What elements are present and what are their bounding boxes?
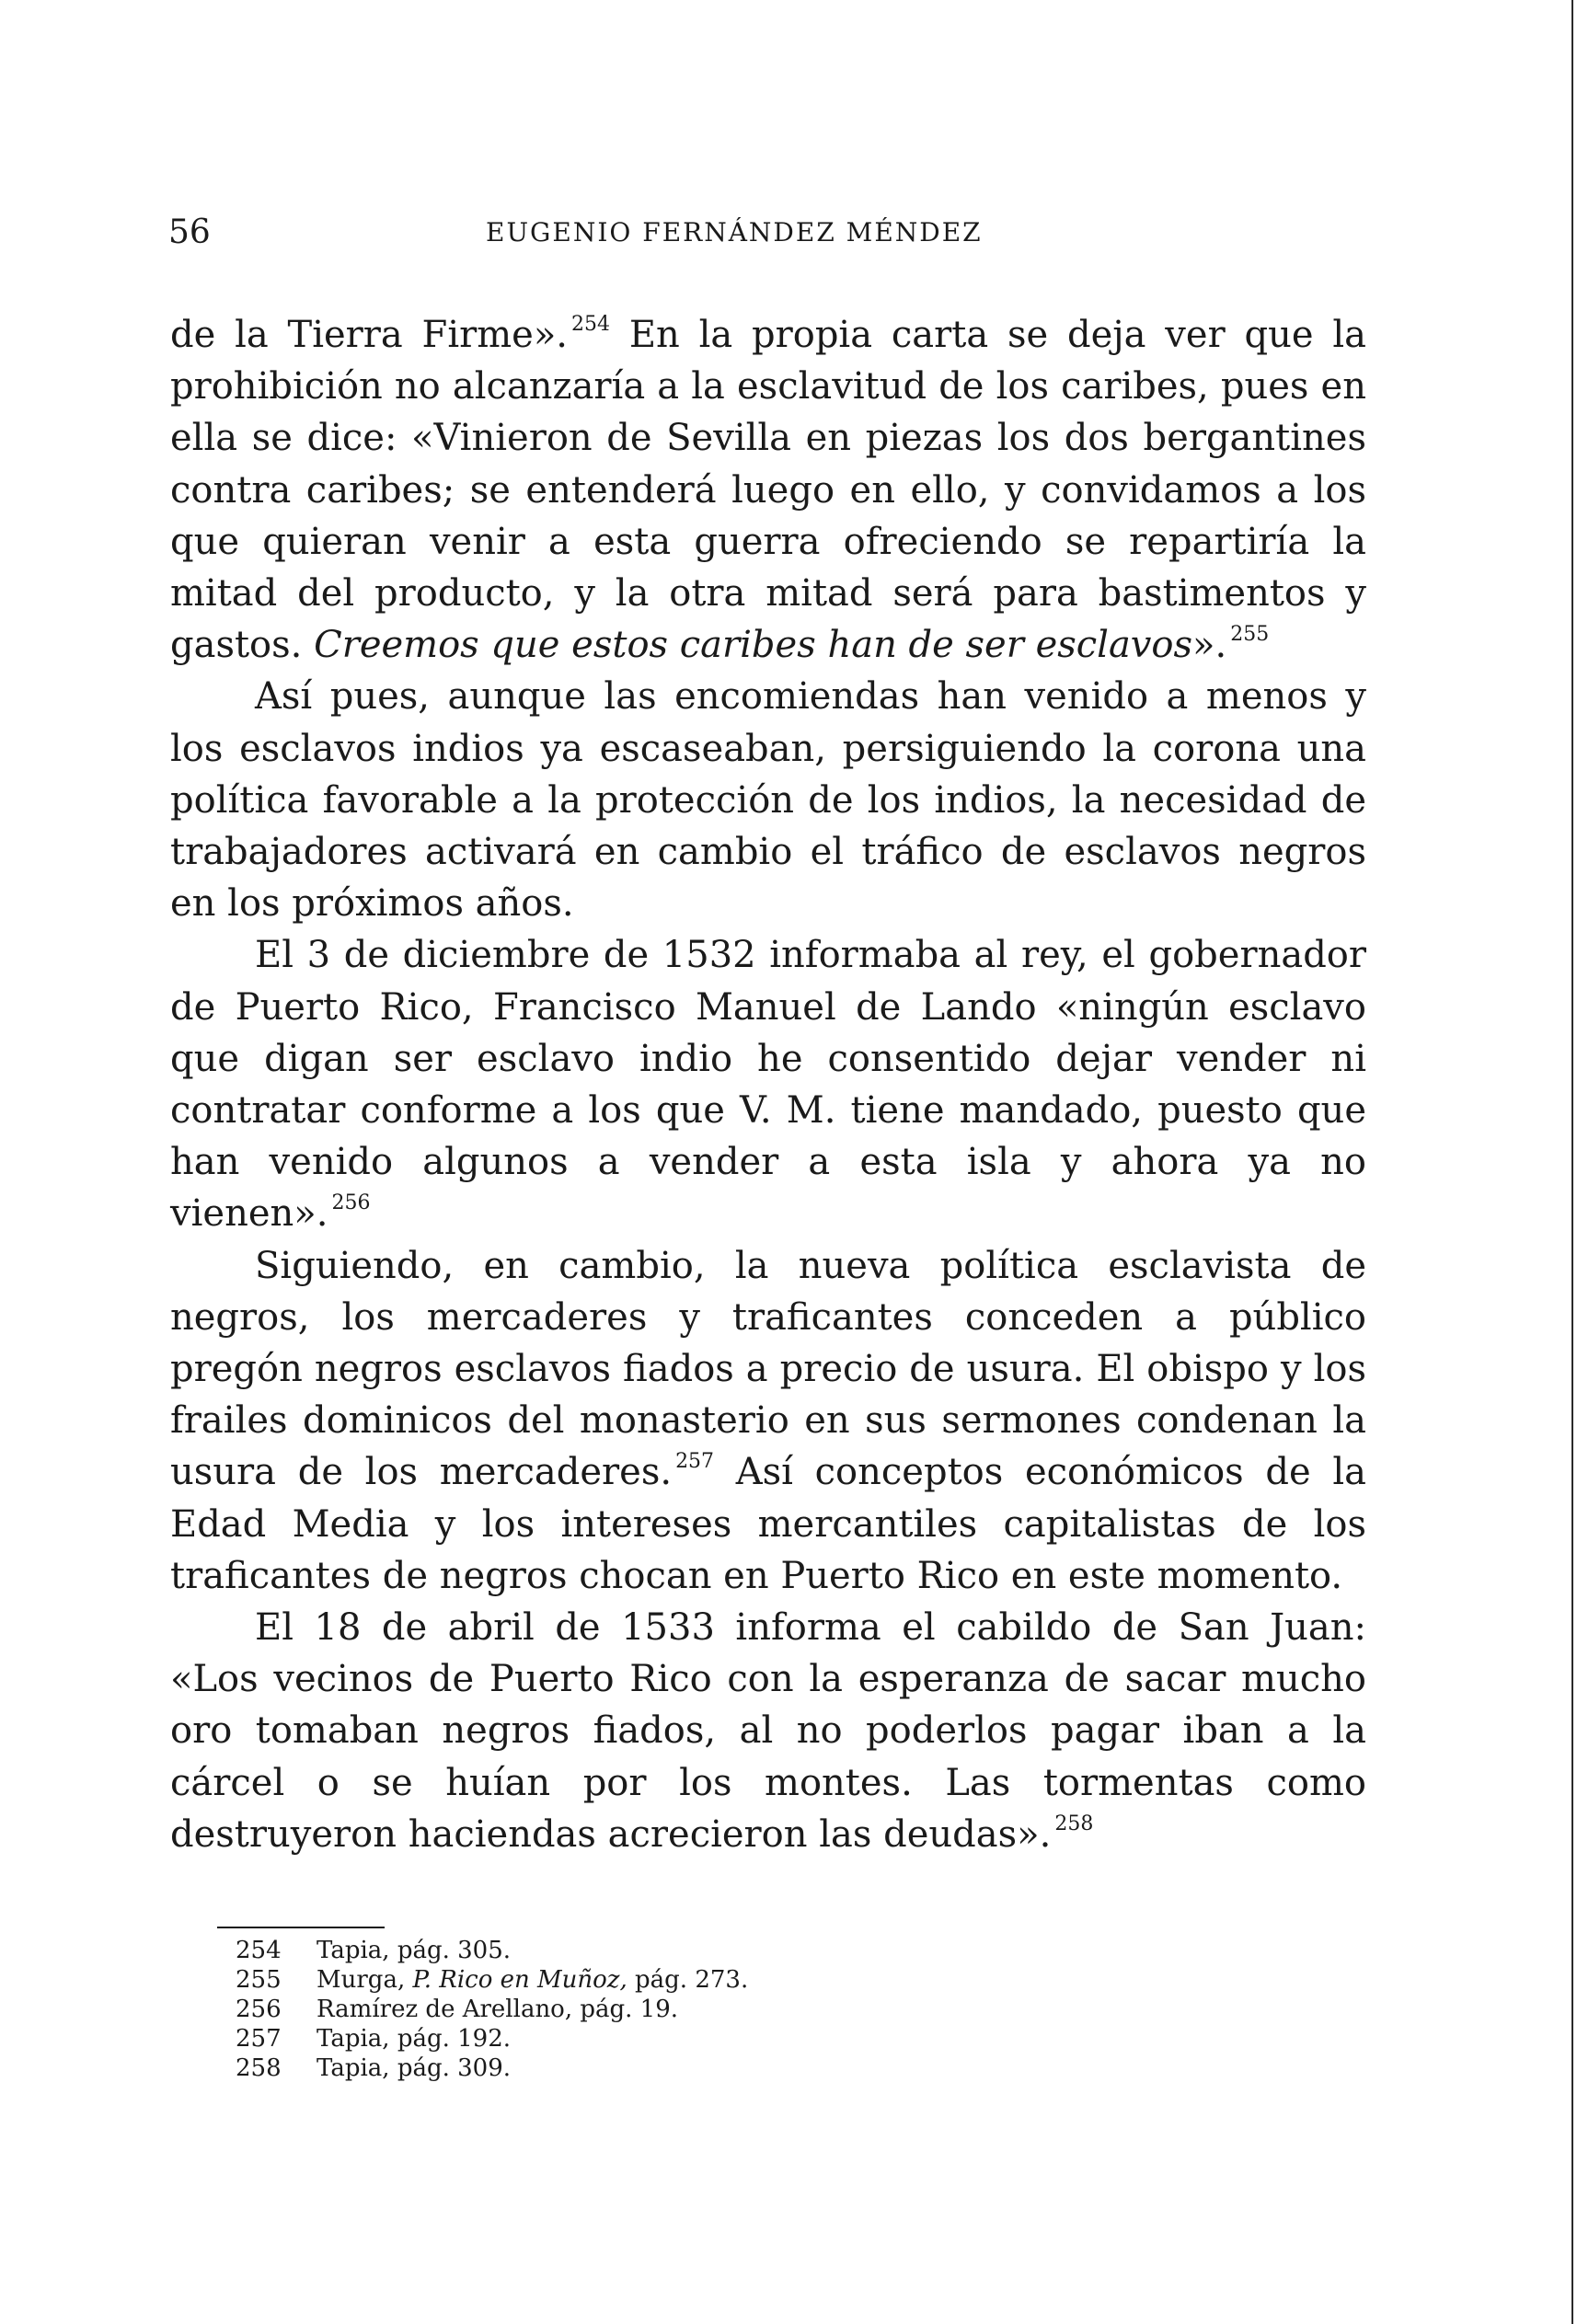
footnote-text: Ramírez de Arellano, pág. 19.: [317, 1996, 679, 2023]
page-number: 56: [168, 213, 211, 251]
paragraph-4-text-b: Así conceptos económicos de la Edad Media y los intereses mercantiles capitalistas de los traficantes de negros chocan en Puerto Rico en este momento.: [170, 1451, 1366, 1597]
page-edge-border: [1571, 0, 1573, 2324]
footnote-text: Tapia, pág. 192.: [317, 2025, 512, 2053]
footnote-ref-258: 258: [1054, 1812, 1094, 1835]
footnote-ref-257: 257: [675, 1450, 715, 1474]
running-head: EUGENIO FERNÁNDEZ MÉNDEZ: [486, 217, 983, 247]
paragraph-2: Así pues, aunque las encomiendas han venido a menos y los esclavos indios ya escaseaban, persiguiendo la corona una política favorable a la protección de los indios, la necesidad de trabajadores activará en cambio el tráfico de esclavos negros en los próximos años.: [170, 675, 1366, 926]
footnote-text: [317, 1965, 748, 1995]
footnotes: [236, 1936, 1064, 2083]
paragraph-4-text-a: Siguiendo, en cambio, la nueva política esclavista de negros, los mercaderes y traficantes conceden a público pregón negros esclavos fiados a precio de usura. El obispo y los frailes dominicos del monasterio en sus sermones condenan la usura de los mercaderes.: [170, 1244, 1366, 1494]
paragraph-1-text-c: ».: [1192, 624, 1227, 667]
body-text: [170, 309, 1366, 1860]
footnote-ref-255: 255: [1230, 623, 1270, 647]
paragraph-4: [170, 1240, 1366, 1602]
footnote-number: 256: [236, 1996, 282, 2023]
footnote-text-a: Murga,: [317, 1966, 413, 1994]
footnote-text: Tapia, pág. 309.: [317, 2054, 512, 2082]
footnote-number: 255: [236, 1966, 282, 1994]
paragraph-3-text: El 3 de diciembre de 1532 informaba al rey, el gobernador de Puerto Rico, Francisco Manuel de Lando «ningún esclavo que digan ser esclavo indio he consentido dejar vender ni contratar conforme a los que V. M. tiene mandado, puesto que han venido algunos a vender a esta isla y ahora ya no vienen».: [170, 934, 1366, 1236]
paragraph-1-text-b: En la propia carta se deja ver que la prohibición no alcanzaría a la esclavitud de los caribes, pues en ella se dice: «Vinieron de Sevilla en piezas los dos bergantines contra caribes; se entenderá luego en ello, y convidamos a los que quieran venir a esta guerra ofreciendo se repartiría la mitad del producto, y la otra mitad será para bastimentos y gastos.: [170, 314, 1366, 667]
paragraph-1-italic-quote: Creemos que estos caribes han de ser esclavos: [314, 624, 1193, 667]
footnote-divider: [217, 1927, 385, 1928]
paragraph-1-text-a: de la Tierra Firme».: [170, 314, 569, 356]
paragraph-5-text: El 18 de abril de 1533 informa el cabildo de San Juan: «Los vecinos de Puerto Rico con la esperanza de sacar mucho oro tomaban negros fiados, al no poderlos pagar iban a la cárcel o se huían por los montes. Las tormentas como destruyeron haciendas acrecieron las deudas».: [170, 1606, 1366, 1856]
footnote-258: [236, 2054, 1064, 2083]
paragraph-3: [170, 929, 1366, 1239]
page-header: [168, 210, 1364, 256]
footnote-text-italic: P. Rico en Muñoz,: [412, 1966, 627, 1994]
footnote-257: [236, 2024, 1064, 2054]
footnote-text-b: pág. 273.: [627, 1966, 749, 1994]
footnote-256: [236, 1995, 1064, 2024]
footnote-text: Tapia, pág. 305.: [317, 1937, 512, 1964]
footnote-number: 254: [236, 1937, 282, 1964]
footnote-ref-256: 256: [331, 1191, 371, 1215]
paragraph-1: [170, 309, 1366, 671]
footnote-number: 257: [236, 2025, 282, 2053]
footnote-number: 258: [236, 2054, 282, 2082]
footnote-ref-254: 254: [571, 313, 611, 336]
footnote-254: [236, 1936, 1064, 1965]
footnote-255: [236, 1965, 1064, 1995]
paragraph-5: [170, 1602, 1366, 1860]
